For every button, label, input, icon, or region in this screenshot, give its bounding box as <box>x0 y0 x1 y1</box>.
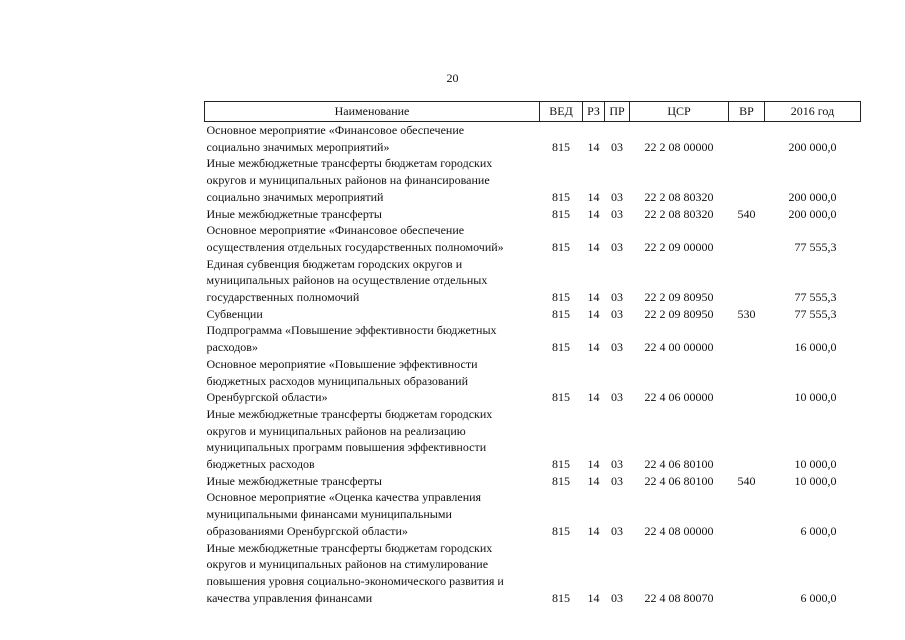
row-rz: 14 <box>587 390 600 405</box>
row-amount: 200 000,0 <box>788 189 837 204</box>
table-row <box>205 155 861 205</box>
row-name <box>205 356 540 406</box>
row-name <box>205 306 540 323</box>
header-vr: ВР <box>729 102 765 122</box>
row-csr: 22 4 06 00000 <box>644 390 714 405</box>
row-name-line: бюджетных расходов муниципальных образований <box>206 373 468 388</box>
header-name: Наименование <box>205 102 540 122</box>
header-pr: ПР <box>605 102 630 122</box>
header-ved: ВЕД <box>540 102 583 122</box>
row-vr <box>729 155 765 205</box>
row-name <box>205 206 540 223</box>
table-row <box>205 489 861 539</box>
row-name-line: Основное мероприятие «Финансовое обеспечение <box>206 123 465 137</box>
row-name <box>205 122 540 156</box>
row-name-line: бюджетных расходов <box>206 457 315 472</box>
row-csr: 22 2 08 80320 <box>644 189 714 204</box>
row-pr: 03 <box>611 239 623 254</box>
row-pr: 03 <box>611 340 623 355</box>
table-row <box>205 256 861 306</box>
row-name-line: социально значимых мероприятий <box>206 189 384 204</box>
table-row <box>205 222 861 255</box>
row-name-line: повышения уровня социально-экономического развития и <box>206 573 504 588</box>
row-amount: 10 000,0 <box>794 390 837 405</box>
row-name-line: Субвенции <box>206 306 263 321</box>
row-pr: 03 <box>611 473 623 488</box>
row-pr: 03 <box>611 523 623 538</box>
row-name-line: расходов» <box>206 340 258 355</box>
row-pr: 03 <box>611 590 623 605</box>
row-ved: 815 <box>552 473 570 488</box>
row-name-line: Иные межбюджетные трансферты бюджетам городских <box>206 156 493 171</box>
row-pr: 03 <box>611 139 623 154</box>
row-vr <box>729 489 765 539</box>
table-row <box>205 322 861 355</box>
row-ved: 815 <box>552 523 570 538</box>
row-ved: 815 <box>552 206 570 221</box>
row-name-line: муниципальных программ повышения эффективности <box>206 440 487 455</box>
row-csr: 22 2 09 80950 <box>644 306 714 321</box>
row-pr: 03 <box>611 306 623 321</box>
row-rz: 14 <box>587 290 600 305</box>
row-name-line: Основное мероприятие «Повышение эффективности <box>206 356 478 371</box>
table-row <box>205 306 861 323</box>
table-row <box>205 356 861 406</box>
row-ved: 815 <box>552 390 570 405</box>
row-vr: 530 <box>737 306 756 321</box>
row-vr <box>729 122 765 156</box>
row-name <box>205 406 540 473</box>
row-vr <box>729 256 765 306</box>
row-ved: 815 <box>552 139 570 154</box>
row-ved: 815 <box>552 457 570 472</box>
row-name-line: социально значимых мероприятий» <box>206 139 390 154</box>
row-csr: 22 2 09 80950 <box>644 290 714 305</box>
row-name-line: Иные межбюджетные трансферты <box>206 206 382 221</box>
row-rz: 14 <box>587 340 600 355</box>
row-csr: 22 4 08 00000 <box>644 523 714 538</box>
row-name-line: округов и муниципальных районов на стимулирование <box>206 557 489 572</box>
row-amount: 77 555,3 <box>794 290 837 305</box>
row-rz: 14 <box>587 523 600 538</box>
row-name <box>205 155 540 205</box>
row-name-line: округов и муниципальных районов на финансирование <box>206 173 490 188</box>
row-amount: 6 000,0 <box>800 523 837 538</box>
row-rz: 14 <box>587 206 600 221</box>
row-name-line: государственных полномочий <box>206 290 360 305</box>
budget-table <box>204 101 861 606</box>
row-name <box>205 473 540 490</box>
row-vr <box>729 222 765 255</box>
table-header <box>205 102 861 122</box>
row-rz: 14 <box>587 457 600 472</box>
row-csr: 22 4 08 80070 <box>644 590 714 605</box>
row-amount: 200 000,0 <box>788 139 837 154</box>
row-vr <box>729 322 765 355</box>
row-ved: 815 <box>552 590 570 605</box>
row-csr: 22 4 00 00000 <box>644 340 714 355</box>
row-ved: 815 <box>552 239 570 254</box>
header-csr: ЦСР <box>630 102 729 122</box>
row-csr: 22 4 06 80100 <box>644 473 714 488</box>
row-csr: 22 2 08 80320 <box>644 206 714 221</box>
row-rz: 14 <box>587 189 600 204</box>
row-pr: 03 <box>611 290 623 305</box>
row-name <box>205 540 540 607</box>
row-name-line: Иные межбюджетные трансферты бюджетам городских <box>206 406 493 421</box>
row-name <box>205 222 540 255</box>
row-amount: 6 000,0 <box>800 590 837 605</box>
row-name-line: муниципальных районов на осуществление отдельных <box>206 273 488 288</box>
row-name-line: образованиями Оренбургской области» <box>206 523 408 538</box>
row-amount: 77 555,3 <box>794 239 837 254</box>
header-year: 2016 год <box>765 102 861 122</box>
row-name-line: Иные межбюджетные трансферты <box>206 473 382 488</box>
header-row <box>205 102 861 122</box>
row-name-line: осуществления отдельных государственных полномочий» <box>206 239 504 254</box>
row-name-line: округов и муниципальных районов на реализацию <box>206 423 466 438</box>
page-number: 20 <box>446 71 459 85</box>
row-pr: 03 <box>611 390 623 405</box>
row-rz: 14 <box>587 306 600 321</box>
row-amount: 16 000,0 <box>794 340 837 355</box>
table-row <box>205 540 861 607</box>
row-name-line: муниципальными финансами муниципальными <box>206 507 452 522</box>
row-name-line: Оренбургской области» <box>206 390 328 405</box>
row-pr: 03 <box>611 206 623 221</box>
row-name-line: Подпрограмма «Повышение эффективности бюджетных <box>206 323 497 338</box>
row-amount: 200 000,0 <box>788 206 837 221</box>
row-ved: 815 <box>552 340 570 355</box>
row-vr: 540 <box>737 473 756 488</box>
row-amount: 10 000,0 <box>794 457 837 472</box>
row-ved: 815 <box>552 189 570 204</box>
row-csr: 22 2 08 00000 <box>644 139 714 154</box>
row-amount: 77 555,3 <box>794 306 837 321</box>
row-name-line: Единая субвенция бюджетам городских округов и <box>206 256 463 271</box>
row-name-line: Основное мероприятие «Финансовое обеспечение <box>206 223 465 238</box>
row-rz: 14 <box>587 239 600 254</box>
row-name-line: Основное мероприятие «Оценка качества управления <box>206 490 482 505</box>
table-body <box>205 122 861 607</box>
table-row <box>205 473 861 490</box>
row-name <box>205 256 540 306</box>
table-row <box>205 406 861 473</box>
row-name-line: качества управления финансами <box>206 590 373 605</box>
row-rz: 14 <box>587 473 600 488</box>
row-rz: 14 <box>587 590 600 605</box>
row-amount: 10 000,0 <box>794 473 837 488</box>
table-row <box>205 122 861 156</box>
row-vr <box>729 406 765 473</box>
row-csr: 22 2 09 00000 <box>644 239 714 254</box>
row-name <box>205 489 540 539</box>
row-name <box>205 322 540 355</box>
row-vr <box>729 540 765 607</box>
row-ved: 815 <box>552 306 570 321</box>
header-rz: РЗ <box>583 102 605 122</box>
row-vr <box>729 356 765 406</box>
row-name-line: Иные межбюджетные трансферты бюджетам городских <box>206 540 493 555</box>
row-vr: 540 <box>737 206 756 221</box>
row-rz: 14 <box>587 139 600 154</box>
row-pr: 03 <box>611 189 623 204</box>
table-row <box>205 206 861 223</box>
row-pr: 03 <box>611 457 623 472</box>
row-csr: 22 4 06 80100 <box>644 457 714 472</box>
row-ved: 815 <box>552 290 570 305</box>
